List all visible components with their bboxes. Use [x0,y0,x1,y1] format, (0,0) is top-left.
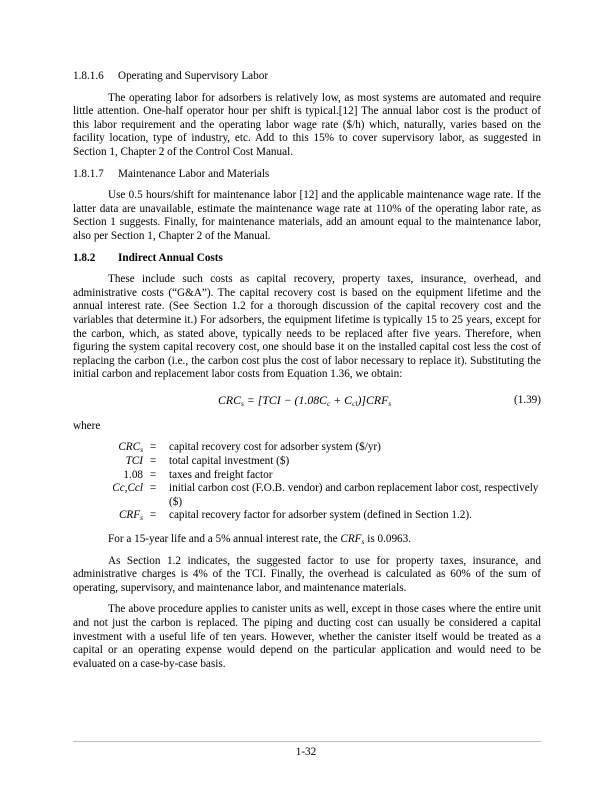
definition-list [73,441,541,523]
definition-text: capital recovery cost for adsorber system ($/yr) [169,441,381,454]
section-title: Maintenance Labor and Materials [118,167,270,180]
definition-item: $CRC_s$ = capital recovery cost for adsorber system ($/yr) [73,441,541,455]
equation-1-39 [73,390,541,414]
paragraph-crf-value: For a 15-year life and a 5% annual interest rate, the $CRF_s$ is 0.0963. [108,533,412,547]
section-heading-182 [73,252,541,266]
section-number: 1.8.1.6 [73,70,104,82]
definition-item: $CRF_s$ = capital recovery factor for adsorber system (defined in Section 1.2). [73,509,541,523]
where-label: where [73,419,101,432]
paragraph-taxes-overhead: As Section 1.2 indicates, the suggested factor to use for property taxes, insurance, and administrative charges is 4% of the TCI. Finally, the overhead is calculated as 60% of the sum of operating, supervisory, and maintenance labor, and maintenance materials. [73,554,541,594]
definition-symbol: 1.08 [123,468,143,481]
section-title: Indirect Annual Costs [118,251,223,264]
page-number: 1-32 [295,746,317,758]
section-heading-1816 [73,70,541,84]
paragraph-canister-units: The above procedure applies to canister units as well, except in those cases where the entire unit and not just the carbon is replaced. The piping and ducting cost can usually be considered a capital investment with a useful life of ten years. However, whether the canister itself would be treated as a capital or an operating expense would depend on the particular application and would need to be evaluated on a case-by-case basis. [73,603,541,670]
definition-item: TCI = total capital investment ($) [73,455,541,469]
definition-symbol: $CRC_s$ [118,441,143,455]
definition-symbol: TCI [125,455,143,468]
document-page [73,70,541,679]
paragraph-operating-labor: The operating labor for adsorbers is relatively low, as most systems are automated and require little attention. One-half operator hour per shift is typical.[12] The annual labor cost is the product of this labor requirement and the operating labor wage rate ($/h) which, naturally, varies based on the facility location, type of industry, etc. Add to this 15% to cover supervisory labor, as suggested in Section 1, Chapter 2 of the Control Cost Manual. [73,91,541,158]
section-title: Operating and Supervisory Labor [118,70,269,82]
section-number: 1.8.1.7 [73,167,104,180]
paragraph-maintenance-labor: Use 0.5 hours/shift for maintenance labor [12] and the applicable maintenance wage rate. If the latter data are unavailable, estimate the maintenance wage rate at 110% of the operating labor rate, as Section 1 suggests. Finally, for maintenance materials, add an amount equal to the maintenance labor, also per Section 1, Chapter 2 of the Manual. [73,189,541,242]
section-number: 1.8.2 [73,251,96,264]
section-heading-1817 [73,168,541,182]
definition-item: Cc,Ccl = initial carbon cost (F.O.B. vendor) and carbon replacement labor cost, respectively ($) [73,482,541,509]
definition-symbol: $CRF_s$ [118,509,143,523]
definition-text: initial carbon cost (F.O.B. vendor) and carbon replacement labor cost, respectively ($) [169,482,539,508]
paragraph-indirect-costs: These include such costs as capital recovery, property taxes, insurance, overhead, and administrative costs (“G&A”). The capital recovery cost is based on the equipment lifetime and the annual interest rate. (See Section 1.2 for a thorough discussion of the capital recovery cost and the variables that determine it.) For adsorbers, the equipment lifetime is typically 15 to 25 years, except for the carbon, which, as stated above, typically needs to be replaced after five years. Therefore, when figuring the system capital recovery cost, one should base it on the installed capital cost less the cost of replacing the carbon (i.e., the carbon cost plus the cost of labor necessary to replace it). Substituting the initial carbon and replacement labor costs from Equation 1.36, we obtain: [73,273,541,381]
equation-formula: $CRC_s = [TCI - (1.08C_c + C_{cl})]CRF_s$ [218,392,392,408]
definition-text: taxes and freight factor [169,468,273,481]
definition-item: 1.08 = taxes and freight factor [73,469,541,483]
footer-divider [73,741,541,742]
definition-symbol: Cc,Ccl [112,482,143,495]
equation-number: (1.39) [513,393,541,406]
definition-text: capital recovery factor for adsorber system (defined in Section 1.2). [169,509,472,522]
definition-text: total capital investment ($) [169,455,290,468]
